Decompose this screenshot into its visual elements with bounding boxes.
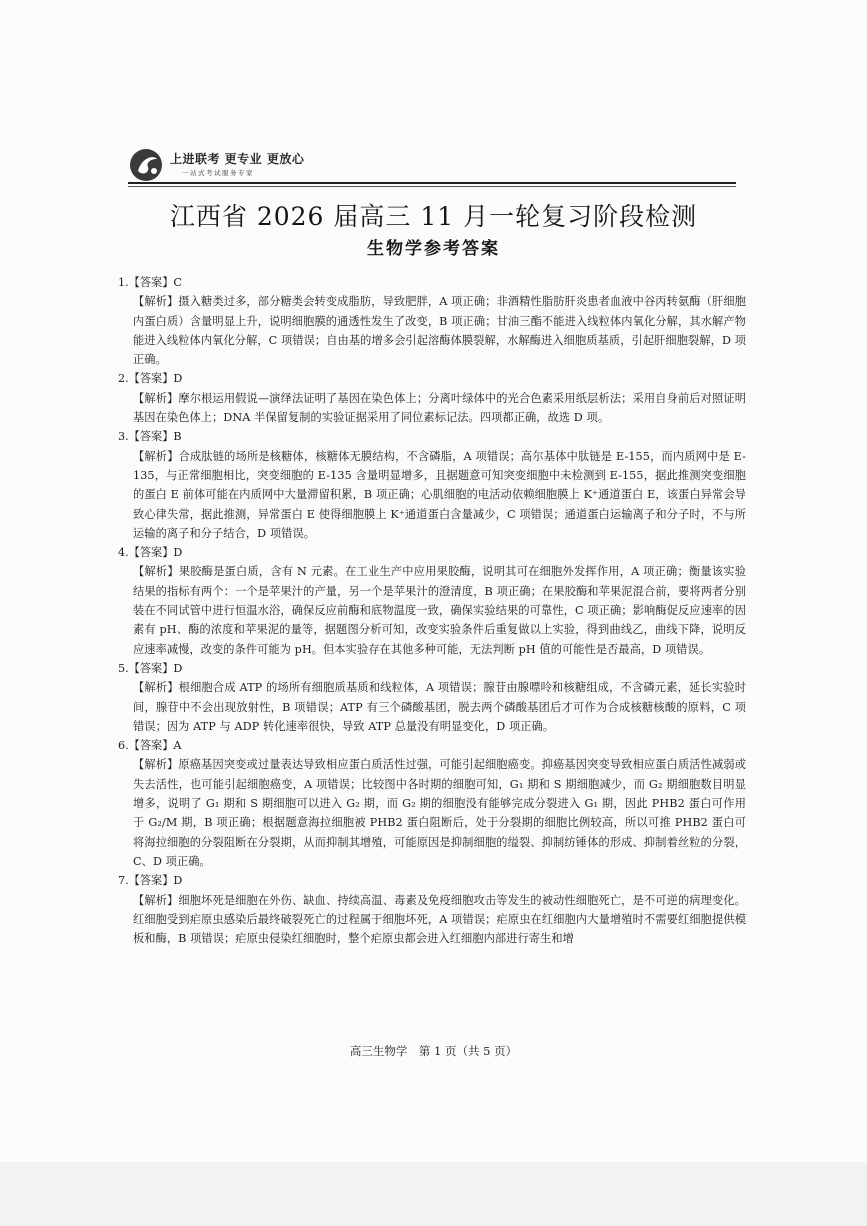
- question-explanation: 【解析】原癌基因突变或过量表达导致相应蛋白质活性过强，可能引起细胞癌变。抑癌基因突变导致相应蛋白质活性减弱或失去活性，也可能引起细胞癌变，A 项错误；比较图中各时期的细胞可知，G₁ 期和 S 期细胞减少，而 G₂ 期细胞数目明显增多，说明了 G₁ 期和 S 期细胞可以进入 G₂ 期，而 G₂ 期的细胞没有能够完成分裂进入 G₁ 期，因此 PHB2 蛋白可作用于 G₂/M 期，B 项正确；根据题意海拉细胞被 PHB2 蛋白阻断后，处于分裂期的细胞比例较高，所以可推 PHB2 蛋白可将海拉细胞的分裂阻断在分裂期，从而抑制其增殖，可能原因是抑制细胞的缢裂、抑制纺锤体的形成、抑制着丝粒的分裂，C、D 项正确。: [133, 758, 746, 868]
- question-explanation: 【解析】果胶酶是蛋白质，含有 N 元素。在工业生产中应用果胶酶，说明其可在细胞外发挥作用，A 项正确；衡量该实验结果的指标有两个：一个是苹果汁的产量，另一个是苹果汁的澄清度，B 项正确；在果胶酶和苹果泥混合前，要将两者分别装在不同试管中进行恒温水浴，确保反应前酶和底物温度一致，确保实验结果的可靠性，C 项正确；影响酶促反应速率的因素有 pH、酶的浓度和苹果泥的量等，据题图分析可知，改变实验条件后重复做以上实验，得到曲线乙，曲线下降，说明反应速率减慢，改变的条件可能为 pH。但本实验存在其他多种可能，无法判断 pH 值的可能性是否最高，D 项错误。: [133, 565, 746, 656]
- page-header: [128, 147, 736, 187]
- question-answer: 1.【答案】C: [118, 276, 182, 289]
- question-item: [118, 736, 746, 871]
- brand-slogan: 上进联考 更专业 更放心: [170, 152, 305, 166]
- question-explanation: 【解析】细胞坏死是细胞在外伤、缺血、持续高温、毒素及免疫细胞攻击等发生的被动性细胞死亡，是不可逆的病理变化。红细胞受到疟原虫感染后最终破裂死亡的过程属于细胞坏死，A 项错误；疟原虫在红细胞内大量增殖时不需要红细胞提供模板和酶，B 项错误；疟原虫侵染红细胞时，整个疟原虫都会进入红细胞内部进行寄生和增: [133, 893, 746, 946]
- page-footer: 高三生物学 第 1 页（共 5 页）: [349, 1044, 518, 1058]
- question-answer: 4.【答案】D: [118, 546, 183, 560]
- question-explanation: 【解析】合成肽链的场所是核糖体，核糖体无膜结构，不含磷脂，A 项错误；高尔基体中肽链是 E-155，而内质网中是 E-135，与正常细胞相比，突变细胞的 E-135 含量明显增多，且据题意可知突变细胞中未检测到 E-155，据此推测突变细胞的蛋白 E 前体可能在内质网中大量滞留积累，B 项正确；心肌细胞的电活动依赖细胞膜上 K⁺通道蛋白 E，该蛋白异常会导致心律失常，据此推测，异常蛋白 E 使得细胞膜上 K⁺通道蛋白含量减少，C 项错误；通道蛋白运输离子和分子时，不与所运输的离子和分子结合，D 项错误。: [133, 449, 746, 540]
- brand-subslogan: 一站式考试服务专家: [182, 169, 254, 177]
- question-item: [118, 369, 746, 427]
- question-item: [118, 871, 746, 948]
- document-title: 江西省 2026 届高三 11 月一轮复习阶段检测: [169, 202, 698, 231]
- question-item: [118, 273, 746, 369]
- question-explanation: 【解析】摄入糖类过多，部分糖类会转变成脂肪，导致肥胖，A 项正确；非酒精性脂肪肝炎患者血液中谷丙转氨酶（肝细胞内蛋白质）含量明显上升，说明细胞膜的通透性发生了改变，B 项正确；甘油三酯不能进入线粒体内氧化分解，其水解产物能进入线粒体内氧化分解，C 项错误；自由基的增多会引起溶酶体膜裂解，水解酶进入细胞质基质，引起肝细胞裂解，D 项正确。: [133, 295, 746, 367]
- answer-list: [118, 273, 746, 948]
- question-answer: 2.【答案】D: [118, 372, 183, 386]
- question-answer: 3.【答案】B: [118, 430, 182, 444]
- question-explanation: 【解析】摩尔根运用假说—演绎法证明了基因在染色体上；分离叶绿体中的光合色素采用纸层析法；采用自身前后对照证明基因在染色体上；DNA 半保留复制的实验证据采用了同位素标记法。四项都正确，故选 D 项。: [133, 391, 746, 425]
- header-rule-thin: [128, 186, 736, 187]
- question-item: [118, 659, 746, 736]
- page-bottom-margin: [0, 1162, 867, 1226]
- header-rule: [128, 182, 736, 184]
- brand-logo-icon: [128, 147, 166, 183]
- question-answer: 6.【答案】A: [118, 739, 182, 753]
- question-explanation: 【解析】根细胞合成 ATP 的场所有细胞质基质和线粒体，A 项错误；腺苷由腺嘌呤和核糖组成，不含磷元素，延长实验时间，腺苷中不会出现放射性，B 项错误；ATP 有三个磷酸基团，脱去两个磷酸基团后才可作为合成核糖核酸的原料，C 项错误；因为 ATP 与 ADP 转化速率很快，导致 ATP 总量没有明显变化，D 项正确。: [133, 681, 746, 733]
- question-item: [118, 427, 746, 543]
- question-item: [118, 543, 746, 659]
- document-subtitle: 生物学参考答案: [367, 239, 500, 259]
- question-answer: 7.【答案】D: [118, 874, 183, 888]
- question-answer: 5.【答案】D: [118, 661, 183, 675]
